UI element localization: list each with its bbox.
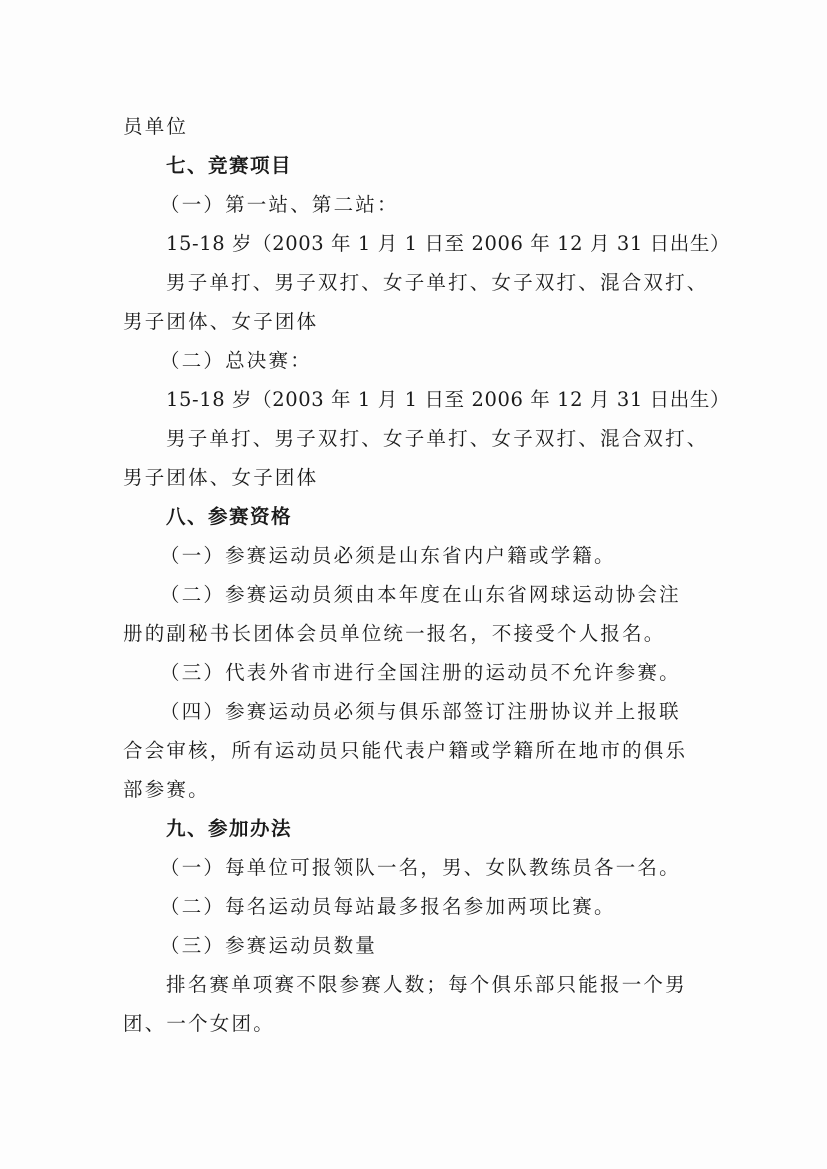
text-line: 男子团体、女子团体 bbox=[123, 310, 319, 333]
subsection-heading: （二）总决赛： bbox=[160, 349, 312, 372]
subsection-heading: （一）第一站、第二站： bbox=[160, 193, 399, 216]
section-heading: 七、竞赛项目 bbox=[166, 154, 293, 177]
text-line: （二）参赛运动员须由本年度在山东省网球运动协会注 bbox=[160, 583, 681, 606]
text-line: （三）代表外省市进行全国注册的运动员不允许参赛。 bbox=[160, 661, 681, 684]
text-line: 男子单打、男子双打、女子单打、女子双打、混合双打、 bbox=[166, 427, 709, 450]
text-line: （一）每单位可报领队一名，男、女队教练员各一名。 bbox=[160, 856, 681, 879]
text-line: 部参赛。 bbox=[123, 778, 210, 801]
text-line: 排名赛单项赛不限参赛人数；每个俱乐部只能报一个男 bbox=[166, 973, 687, 996]
section-heading: 八、参赛资格 bbox=[166, 505, 293, 528]
text-line: 15-18 岁（2003 年 1 月 1 日至 2006 年 12 月 31 日出生） bbox=[166, 388, 731, 411]
section-heading: 九、参加办法 bbox=[166, 817, 293, 840]
text-line: 合会审核，所有运动员只能代表户籍或学籍所在地市的俱乐 bbox=[123, 739, 688, 762]
text-line: 团、一个女团。 bbox=[123, 1012, 275, 1035]
text-line: 册的副秘书长团体会员单位统一报名，不接受个人报名。 bbox=[123, 622, 666, 645]
text-line: 15-18 岁（2003 年 1 月 1 日至 2006 年 12 月 31 日出生） bbox=[166, 232, 731, 255]
text-line: （三）参赛运动员数量 bbox=[160, 934, 378, 957]
text-line: 员单位 bbox=[123, 115, 189, 138]
text-line: （四）参赛运动员必须与俱乐部签订注册协议并上报联 bbox=[160, 700, 681, 723]
text-line: （一）参赛运动员必须是山东省内户籍或学籍。 bbox=[160, 544, 616, 567]
text-line: 男子单打、男子双打、女子单打、女子双打、混合双打、 bbox=[166, 271, 709, 294]
text-line: （二）每名运动员每站最多报名参加两项比赛。 bbox=[160, 895, 616, 918]
text-line: 男子团体、女子团体 bbox=[123, 466, 319, 489]
